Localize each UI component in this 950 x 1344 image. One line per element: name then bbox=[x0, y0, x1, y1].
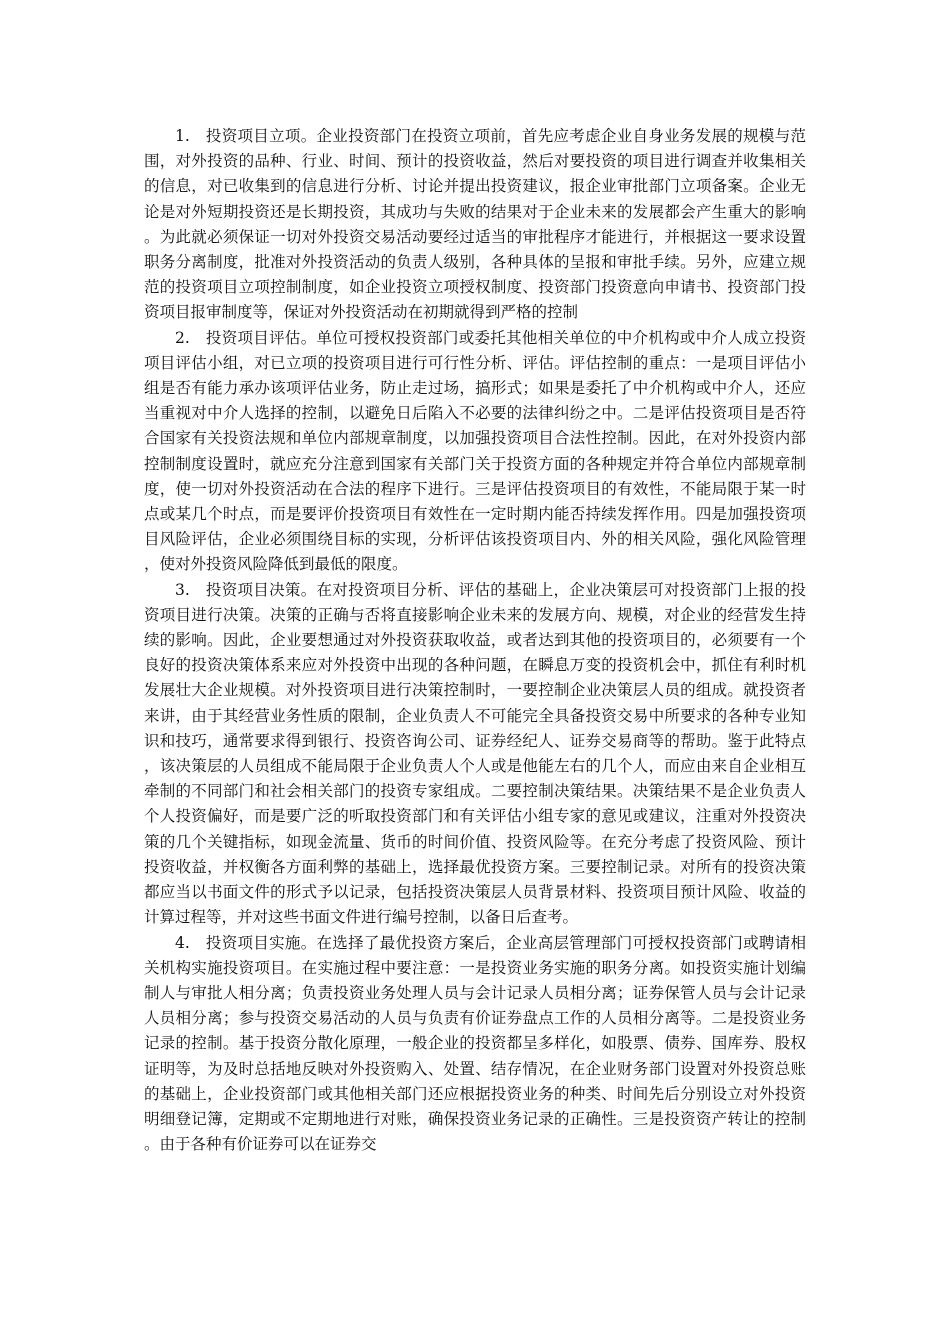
paragraph-project-initiation: 1. 投资项目立项。企业投资部门在投资立项前，首先应考虑企业自身业务发展的规模与范围，对外投资的品种、行业、时间、预计的投资收益，然后对要投资的项目进行调查并收集相关的信息，对已收集到的信息进行分析、讨论并提出投资建议，报企业审批部门立项备案。企业无论是对外短期投资还是长期投资，其成功与失败的结果对于企业未来的发展都会产生重大的影响。为此就必须保证一切对外投资交易活动要经过适当的审批程序才能进行，并根据这一要求设置职务分离制度，批准对外投资活动的负责人级别，各种具体的呈报和审批手续。另外，应建立规范的投资项目立项控制制度，如企业投资立项授权制度、投资部门投资意向申请书、投资部门投资项目报审制度等，保证对外投资活动在初期就得到严格的控制 bbox=[144, 127, 806, 322]
paragraph-project-evaluation: 2. 投资项目评估。单位可授权投资部门或委托其他相关单位的中介机构或中介人成立投资项目评估小组，对已立项的投资项目进行可行性分析、评估。评估控制的重点：一是项目评估小组是否有能力承办该项评估业务，防止走过场，搞形式；如果是委托了中介机构或中介人，还应当重视对中介人选择的控制，以避免日后陷入不必要的法律纠纷之中。二是评估投资项目是否符合国家有关投资法规和单位内部规章制度，以加强投资项目合法性控制。因此，在对外投资内部控制制度设置时，就应充分注意到国家有关部门关于投资方面的各种规定并符合单位内部规章制度，使一切对外投资活动在合法的程序下进行。三是评估投资项目的有效性，不能局限于某一时点或某几个时点，而是要评价投资项目有效性在一定时期内能否持续发挥作用。四是加强投资项目风险评估，企业必须围绕目标的实现，分析评估该投资项目内、外的相关风险，强化风险管理，使对外投资风险降低到最低的限度。 bbox=[144, 328, 806, 574]
paragraph-project-decision: 3. 投资项目决策。在对投资项目分析、评估的基础上，企业决策层可对投资部门上报的投资项目进行决策。决策的正确与否将直接影响企业未来的发展方向、规模，对企业的经营发生持续的影响。因此，企业要想通过对外投资获取收益，或者达到其他的投资项目的，必须要有一个良好的投资决策体系来应对外投资中出现的各种问题，在瞬息万变的投资机会中，抓住有利时机发展壮大企业规模。对外投资项目进行决策控制时，一要控制企业决策层人员的组成。就投资者来讲，由于其经营业务性质的限制，企业负责人不可能完全具备投资交易中所要求的各种专业知识和技巧，通常要求得到银行、投资咨询公司、证券经纪人、证券交易商等的帮助。鉴于此特点，该决策层的人员组成不能局限于企业负责人个人或是他能左右的几个人，而应由来自企业相互牵制的不同部门和社会相关部门的投资专家组成。二要控制决策结果。决策结果不是企业负责人个人投资偏好，而是要广泛的听取投资部门和有关评估小组专家的意见或建议，注重对外投资决策的几个关键指标，如现金流量、货币的时间价值、投资风险等。在充分考虑了投资风险、预计投资收益，并权衡各方面利弊的基础上，选择最优投资方案。三要控制记录。对所有的投资决策都应当以书面文件的形式予以记录，包括投资决策层人员背景材料、投资项目预计风险、收益的计算过程等，并对这些书面文件进行编号控制，以备日后查考。 bbox=[144, 580, 806, 927]
document-body bbox=[144, 124, 806, 1157]
paragraph-project-implementation: 4. 投资项目实施。在选择了最优投资方案后，企业高层管理部门可授权投资部门或聘请相关机构实施投资项目。在实施过程中要注意：一是投资业务实施的职务分离。如投资实施计划编制人与审批人相分离；负责投资业务处理人员与会计记录人员相分离；证券保管人员与会计记录人员相分离；参与投资交易活动的人员与负责有价证券盘点工作的人员相分离等。二是投资业务记录的控制。基于投资分散化原理，一般企业的投资都呈多样化，如股票、债券、国库券、股权证明等，为及时总括地反映对外投资购入、处置、结存情况，在企业财务部门设置对外投资总账的基础上，企业投资部门或其他相关部门还应根据投资业务的种类、时间先后分别设立对外投资明细登记簿，定期或不定期地进行对账，确保投资业务记录的正确性。三是投资资产转让的控制。由于各种有价证券可以在证券交 bbox=[144, 933, 806, 1154]
